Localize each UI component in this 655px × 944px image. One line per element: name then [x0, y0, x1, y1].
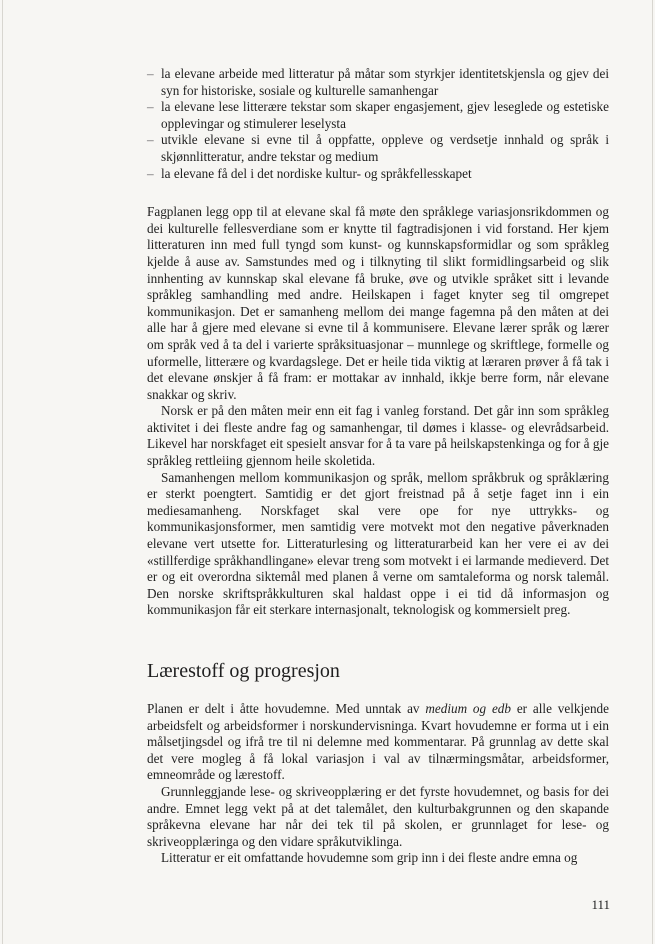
- body-paragraph: Fagplanen legg opp til at elevane skal få møte den språklege variasjonsrikdommen og dei kulturelle fellesverdiane som er knytte til fagtradisjonen i vid forstand. Her kjem litteraturen inn med full tyngd som kunst- og kunnskapsformidlar og som språkleg kjelde å ause av. Samstundes med og i tilknyting til slikt formidlingsarbeid og slik innhenting av kunnskap skal elevane få bruke, øve og utvikle språket sitt i levande språkleg samhandling med andre. Heilskapen i faget knyter seg til omgrepet kommunikasjon. Det er samanheng mellom dei mange fagemna på den måten at dei alle har å gjere med elevane si evne til å kommunisere. Elevane lærer språk og lærer om språk ved å ta del i varierte språksituasjonar – munnlege og skriftlege, formelle og uformelle, litterære og kvardagslege. Det er heile tida viktig at læraren prøver å få tak i det elevane ønskjer å få fram: er mottakar av innhald, ikkje berre form, når elevane snakkar og skriv.: [147, 204, 609, 402]
- page-edge-right: [652, 0, 653, 944]
- dash-icon: –: [147, 66, 154, 81]
- emphasized-term: medium og edb: [425, 701, 511, 716]
- section-heading: Lærestoff og progresjon: [147, 660, 340, 682]
- dash-icon: –: [147, 165, 154, 181]
- bullet-text: la elevane lese litterære tekstar som skaper engasjement, gjev leseglede og estetiske opplevingar og stimulerer leselysta: [161, 99, 609, 131]
- bullet-text: la elevane arbeide med litteratur på måtar som styrkjer identitetskjensla og gjev dei syn for historiske, sosiale og kulturelle samanhengar: [161, 66, 609, 98]
- page-number: 111: [591, 897, 610, 912]
- section-paragraph: [147, 701, 609, 784]
- dash-icon: –: [147, 132, 154, 148]
- bullet-text: la elevane få del i det nordiske kultur- og språkfellesskapet: [161, 165, 472, 181]
- body-paragraph: Samanhengen mellom kommunikasjon og språk, mellom språkbruk og språklæring er sterkt poengtert. Samtidig er det gjort freistnad på å setje faget inn i ein mediesamanheng. Norskfaget skal vere ope for nye uttrykks- og kommunikasjonsformer, men samtidig vere motvekt mot den negative påverknaden elevane vert utsette for. Litteraturlesing og litteraturarbeid kan her vere ei av dei «stillferdige språkhandlingane» elevar treng som motvekt i ei larmande medieverd. Det er og eit overordna siktemål med planen å verne om samtaleforma og norsk talemål. Den norske skriftspråkkulturen skal haldast oppe i ei tid då informasjon og kommunikasjon får eit sterkare internasjonalt, teknologisk og kommersielt preg.: [147, 469, 609, 618]
- section-paragraph: Grunnleggjande lese- og skriveopplæring er det fyrste hovudemnet, og basis for dei andre. Emnet legg vekt på at det talemålet, den kulturbakgrunnen og den skapande språkevna elevane har når dei tek til på skolen, er grunnlaget for lese- og skriveopplæringa og den vidare språkutviklinga.: [147, 783, 609, 849]
- text-run: Planen er delt i åtte hovudemne. Med unntak av: [147, 701, 426, 716]
- bullet-text: utvikle elevane si evne til å oppfatte, oppleve og verdsetje innhald og språk i skjønnlitteratur, andre tekstar og medium: [161, 132, 609, 164]
- body-paragraph: Norsk er på den måten meir enn eit fag i vanleg forstand. Det går inn som språkleg aktivitet i dei fleste andre fag og samanhengar, til dømes i klasse- og elevrådsarbeid. Likevel har norskfaget eit spesielt ansvar for å ta vare på heilskapstenkinga og for å gje språkleg rettleiing gjennom heile skoletida.: [147, 403, 609, 469]
- section-paragraph: Litteratur er eit omfattande hovudemne som grip inn i dei fleste andre emna og: [161, 850, 578, 866]
- bullet-item: [147, 166, 609, 183]
- goal-bullet-list: [147, 66, 609, 182]
- text-run: er alle velkjende arbeidsfelt og arbeidsformer i norskundervisninga. Kvart hovudemne er forma ut i ein målsetjingsdel og ifrå tre til ni delemne med kommentarar. På grunnlag av dette skal det vere mogleg å få lokal variasjon i val av tilnærmingsmåtar, arbeidsformer, emneområde og lærestoff.: [147, 701, 610, 783]
- page-body: [147, 66, 609, 867]
- bullet-item: [147, 66, 609, 99]
- bullet-item: [147, 132, 609, 165]
- dash-icon: –: [147, 99, 154, 115]
- bullet-item: [147, 99, 609, 132]
- page-edge-left: [2, 0, 3, 944]
